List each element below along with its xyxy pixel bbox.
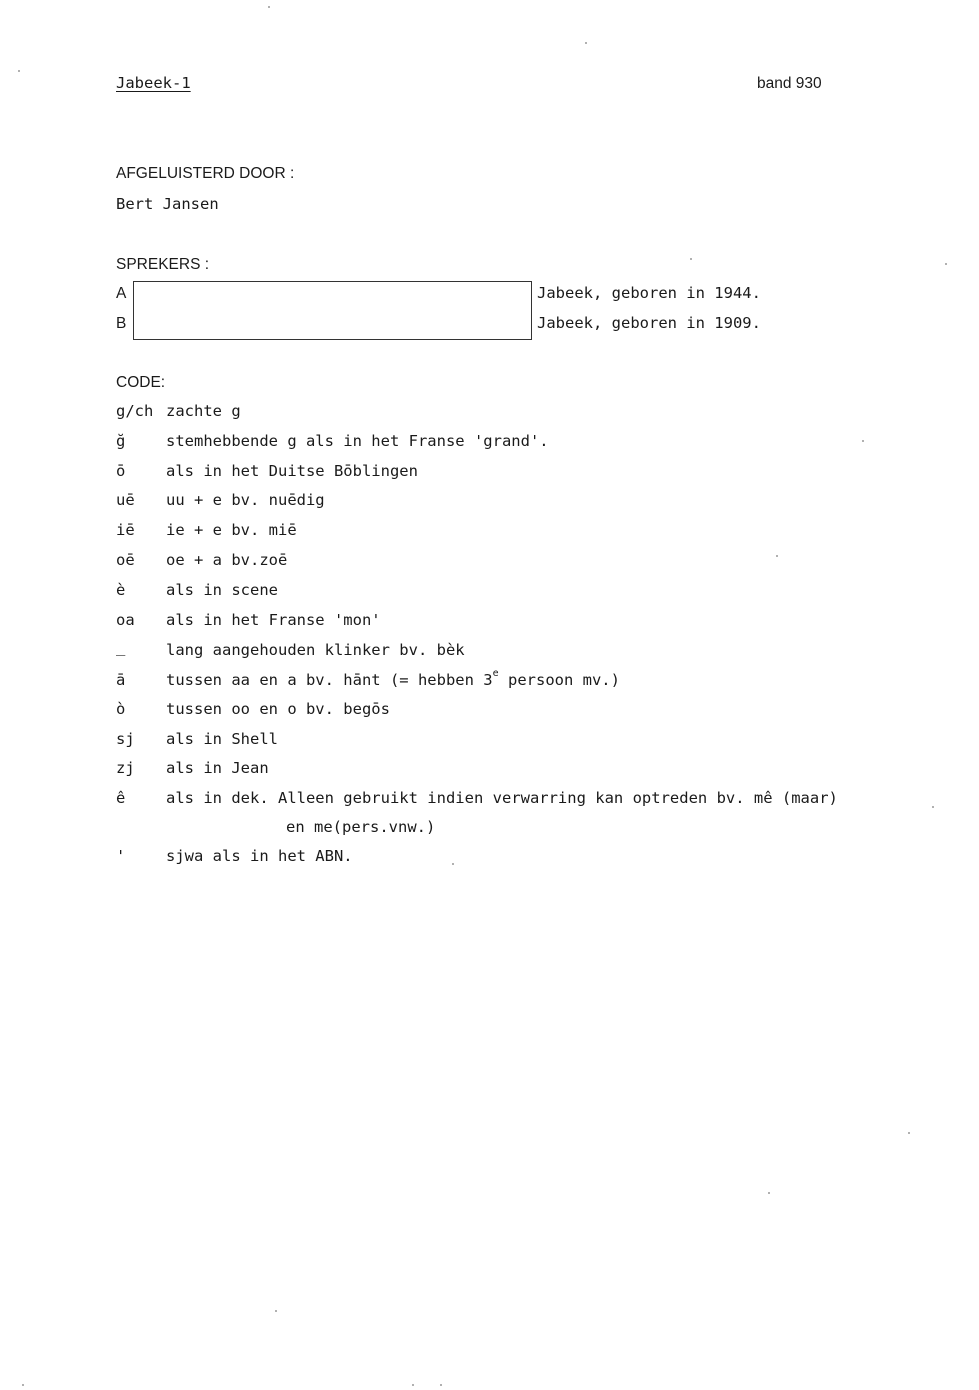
band-number: band 930 — [757, 75, 822, 92]
scan-speck — [768, 1192, 770, 1194]
code-symbol: g/ch — [116, 402, 154, 420]
scan-speck — [268, 6, 270, 8]
code-symbol: sj — [116, 730, 135, 748]
scan-speck — [862, 440, 864, 442]
scan-speck — [22, 1384, 24, 1386]
code-description-continuation: en me(pers.vnw.) — [286, 818, 436, 836]
code-description: stemhebbende g als in het Franse 'grand'. — [166, 432, 549, 450]
code-description: als in dek. Alleen gebruikt indien verwarring kan optreden bv. mê (maar) — [166, 789, 838, 807]
code-description: ie + e bv. miē — [166, 521, 297, 539]
code-description: als in het Duitse Bōblingen — [166, 462, 418, 480]
speaker-b-label: B — [116, 315, 127, 332]
scan-speck — [945, 263, 947, 265]
scan-speck — [932, 806, 934, 808]
code-symbol: ' — [116, 847, 126, 865]
speaker-b-info: Jabeek, geboren in 1909. — [537, 314, 761, 332]
code-description: oe + a bv.zoē — [166, 551, 288, 569]
superscript: e — [492, 668, 499, 679]
code-symbol: iē — [116, 521, 135, 539]
code-description: als in Shell — [166, 730, 278, 748]
speaker-a-label: A — [116, 285, 127, 302]
code-description: als in scene — [166, 581, 278, 599]
scan-speck — [908, 1132, 910, 1134]
code-symbol: ò — [116, 700, 126, 718]
code-description-with-superscript — [166, 668, 620, 689]
scan-speck — [585, 42, 587, 44]
speaker-names-redaction-box — [133, 281, 532, 340]
code-heading: CODE: — [116, 374, 166, 391]
scan-speck — [412, 1384, 414, 1386]
code-description: als in het Franse 'mon' — [166, 611, 381, 629]
speaker-a-info: Jabeek, geboren in 1944. — [537, 284, 761, 302]
code-description: lang aangehouden klinker bv. bèk — [166, 641, 465, 659]
listener-name: Bert Jansen — [116, 195, 219, 213]
code-symbol: uē — [116, 491, 135, 509]
description-text: tussen aa en a bv. hānt (= hebben 3 — [166, 671, 493, 689]
code-description: zachte g — [166, 402, 241, 420]
scan-speck — [690, 258, 692, 260]
speakers-heading: SPREKERS : — [116, 256, 210, 273]
document-location: Jabeek-1 — [116, 74, 191, 92]
listener-heading: AFGELUISTERD DOOR : — [116, 165, 295, 182]
code-description: als in Jean — [166, 759, 269, 777]
description-tail: persoon mv.) — [498, 671, 620, 689]
code-symbol: oē — [116, 551, 135, 569]
code-description: uu + e bv. nuēdig — [166, 491, 325, 509]
scan-speck — [275, 1310, 277, 1312]
scan-speck — [18, 70, 20, 72]
scan-speck — [776, 555, 778, 557]
code-symbol: _ — [116, 638, 126, 656]
code-symbol: ō — [116, 462, 126, 480]
code-description: tussen oo en o bv. begōs — [166, 700, 390, 718]
code-symbol: zj — [116, 759, 135, 777]
code-symbol: oa — [116, 611, 135, 629]
code-description: sjwa als in het ABN. — [166, 847, 353, 865]
scan-speck — [452, 863, 454, 865]
code-symbol: è — [116, 581, 126, 599]
code-symbol: ğ — [116, 432, 126, 450]
code-symbol: ê — [116, 789, 126, 807]
code-symbol: ā — [116, 671, 126, 689]
scan-speck — [440, 1384, 442, 1386]
